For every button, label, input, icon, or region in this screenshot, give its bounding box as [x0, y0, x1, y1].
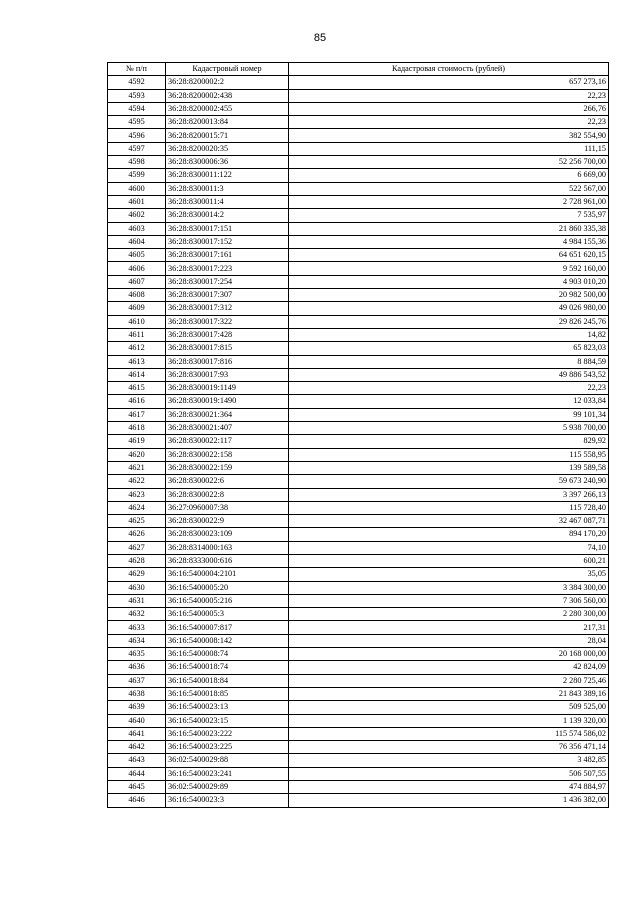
cadastral-number-cell: 36:16:5400023:225 — [166, 741, 289, 754]
table-row — [108, 568, 609, 581]
row-number-cell: 4623 — [108, 488, 166, 501]
row-number-cell: 4599 — [108, 169, 166, 182]
cadastral-number-cell: 36:28:8300022:9 — [166, 515, 289, 528]
row-number-cell: 4607 — [108, 275, 166, 288]
row-number-cell: 4641 — [108, 727, 166, 740]
table-row — [108, 129, 609, 142]
cadastral-value-cell: 59 673 240,90 — [289, 475, 609, 488]
cadastral-number-cell: 36:28:8300017:312 — [166, 302, 289, 315]
cadastral-value-cell: 21 843 389,16 — [289, 687, 609, 700]
row-number-cell: 4616 — [108, 395, 166, 408]
table-row — [108, 382, 609, 395]
cadastral-value-cell: 1 139 320,00 — [289, 714, 609, 727]
table-row — [108, 767, 609, 780]
row-number-cell: 4611 — [108, 328, 166, 341]
table-row — [108, 182, 609, 195]
cadastral-number-cell: 36:28:8300021:364 — [166, 408, 289, 421]
table-row — [108, 541, 609, 554]
cadastral-value-cell: 7 535,97 — [289, 209, 609, 222]
row-number-cell: 4625 — [108, 515, 166, 528]
cadastral-number-cell: 36:02:5400029:89 — [166, 781, 289, 794]
cadastral-value-cell: 49 026 980,00 — [289, 302, 609, 315]
cadastral-value-cell: 22,23 — [289, 116, 609, 129]
table-row — [108, 302, 609, 315]
row-number-cell: 4626 — [108, 528, 166, 541]
row-number-cell: 4613 — [108, 355, 166, 368]
row-number-cell: 4628 — [108, 554, 166, 567]
cadastral-value-cell: 21 860 335,38 — [289, 222, 609, 235]
row-number-cell: 4619 — [108, 435, 166, 448]
row-number-cell: 4639 — [108, 701, 166, 714]
cadastral-value-cell: 28,04 — [289, 634, 609, 647]
cadastral-number-cell: 36:16:5400008:74 — [166, 648, 289, 661]
cadastral-number-cell: 36:28:8300023:109 — [166, 528, 289, 541]
row-number-cell: 4600 — [108, 182, 166, 195]
cadastral-number-cell: 36:16:5400023:13 — [166, 701, 289, 714]
cadastral-number-cell: 36:28:8314000:163 — [166, 541, 289, 554]
row-number-cell: 4609 — [108, 302, 166, 315]
table-row — [108, 528, 609, 541]
table-row — [108, 501, 609, 514]
cadastral-number-cell: 36:28:8300019:1149 — [166, 382, 289, 395]
row-number-cell: 4615 — [108, 382, 166, 395]
table-row — [108, 249, 609, 262]
cadastral-number-cell: 36:28:8300017:815 — [166, 342, 289, 355]
cadastral-value-cell: 9 592 160,00 — [289, 262, 609, 275]
row-number-cell: 4634 — [108, 634, 166, 647]
row-number-cell: 4618 — [108, 422, 166, 435]
table-row — [108, 76, 609, 89]
table-row — [108, 608, 609, 621]
cadastral-value-cell: 20 982 500,00 — [289, 289, 609, 302]
table-row — [108, 634, 609, 647]
row-number-cell: 4597 — [108, 142, 166, 155]
row-number-cell: 4627 — [108, 541, 166, 554]
table-row — [108, 209, 609, 222]
table-row — [108, 754, 609, 767]
table-body — [108, 76, 609, 807]
table-row — [108, 342, 609, 355]
table-row — [108, 408, 609, 421]
cadastral-value-cell: 1 436 382,00 — [289, 794, 609, 807]
header-cadastral-number: Кадастровый номер — [166, 63, 289, 76]
table-row — [108, 674, 609, 687]
table-header-row — [108, 63, 609, 76]
row-number-cell: 4606 — [108, 262, 166, 275]
cadastral-value-cell: 657 273,16 — [289, 76, 609, 89]
cadastral-value-cell: 3 397 266,13 — [289, 488, 609, 501]
table-row — [108, 701, 609, 714]
cadastral-value-cell: 474 884,97 — [289, 781, 609, 794]
cadastral-number-cell: 36:28:8300022:158 — [166, 448, 289, 461]
row-number-cell: 4632 — [108, 608, 166, 621]
cadastral-number-cell: 36:28:8300017:307 — [166, 289, 289, 302]
cadastral-number-cell: 36:28:8300019:1490 — [166, 395, 289, 408]
row-number-cell: 4617 — [108, 408, 166, 421]
cadastral-value-cell: 2 280 725,46 — [289, 674, 609, 687]
table-row — [108, 142, 609, 155]
cadastral-value-cell: 829,92 — [289, 435, 609, 448]
cadastral-number-cell: 36:28:8300017:322 — [166, 315, 289, 328]
cadastral-value-cell: 99 101,34 — [289, 408, 609, 421]
table-row — [108, 275, 609, 288]
cadastral-value-cell: 35,05 — [289, 568, 609, 581]
cadastral-number-cell: 36:16:5400007:817 — [166, 621, 289, 634]
row-number-cell: 4635 — [108, 648, 166, 661]
cadastral-value-cell: 7 306 560,00 — [289, 594, 609, 607]
row-number-cell: 4614 — [108, 368, 166, 381]
cadastral-value-cell: 115 728,40 — [289, 501, 609, 514]
row-number-cell: 4598 — [108, 156, 166, 169]
row-number-cell: 4624 — [108, 501, 166, 514]
header-row-number: № п/п — [108, 63, 166, 76]
table-row — [108, 368, 609, 381]
row-number-cell: 4642 — [108, 741, 166, 754]
table-row — [108, 448, 609, 461]
table-row — [108, 687, 609, 700]
row-number-cell: 4646 — [108, 794, 166, 807]
row-number-cell: 4636 — [108, 661, 166, 674]
cadastral-value-cell: 64 651 620,15 — [289, 249, 609, 262]
cadastral-value-cell: 139 589,58 — [289, 461, 609, 474]
table-row — [108, 169, 609, 182]
table-row — [108, 781, 609, 794]
table-row — [108, 794, 609, 807]
cadastral-number-cell: 36:28:8200002:2 — [166, 76, 289, 89]
cadastral-value-cell: 4 984 155,36 — [289, 235, 609, 248]
table-row — [108, 461, 609, 474]
cadastral-value-cell: 42 824,09 — [289, 661, 609, 674]
cadastral-number-cell: 36:28:8300006:36 — [166, 156, 289, 169]
table-row — [108, 435, 609, 448]
table-row — [108, 475, 609, 488]
cadastral-number-cell: 36:28:8300017:152 — [166, 235, 289, 248]
row-number-cell: 4621 — [108, 461, 166, 474]
cadastral-value-cell: 111,15 — [289, 142, 609, 155]
table-row — [108, 554, 609, 567]
cadastral-number-cell: 36:28:8300021:407 — [166, 422, 289, 435]
row-number-cell: 4605 — [108, 249, 166, 262]
row-number-cell: 4638 — [108, 687, 166, 700]
row-number-cell: 4594 — [108, 102, 166, 115]
cadastral-number-cell: 36:28:8300014:2 — [166, 209, 289, 222]
cadastral-number-cell: 36:16:5400005:3 — [166, 608, 289, 621]
table-row — [108, 156, 609, 169]
cadastral-value-cell: 22,23 — [289, 382, 609, 395]
row-number-cell: 4620 — [108, 448, 166, 461]
table-row — [108, 116, 609, 129]
row-number-cell: 4608 — [108, 289, 166, 302]
cadastral-number-cell: 36:16:5400023:222 — [166, 727, 289, 740]
cadastral-value-cell: 509 525,00 — [289, 701, 609, 714]
page-number: 85 — [313, 32, 327, 44]
cadastral-value-cell: 5 938 700,00 — [289, 422, 609, 435]
cadastral-number-cell: 36:28:8300017:151 — [166, 222, 289, 235]
cadastral-value-cell: 382 554,90 — [289, 129, 609, 142]
cadastral-number-cell: 36:28:8300022:117 — [166, 435, 289, 448]
table-row — [108, 727, 609, 740]
row-number-cell: 4596 — [108, 129, 166, 142]
cadastral-number-cell: 36:16:5400008:142 — [166, 634, 289, 647]
table-row — [108, 355, 609, 368]
row-number-cell: 4640 — [108, 714, 166, 727]
cadastral-number-cell: 36:28:8300017:816 — [166, 355, 289, 368]
row-number-cell: 4602 — [108, 209, 166, 222]
cadastral-value-cell: 22,23 — [289, 89, 609, 102]
cadastral-number-cell: 36:16:5400005:20 — [166, 581, 289, 594]
cadastral-number-cell: 36:28:8300017:428 — [166, 328, 289, 341]
cadastral-value-cell: 266,76 — [289, 102, 609, 115]
cadastral-number-cell: 36:28:8300017:223 — [166, 262, 289, 275]
table-row — [108, 89, 609, 102]
table-row — [108, 195, 609, 208]
cadastral-number-cell: 36:16:5400018:84 — [166, 674, 289, 687]
cadastral-number-cell: 36:28:8300017:161 — [166, 249, 289, 262]
cadastral-value-cell: 3 384 300,00 — [289, 581, 609, 594]
cadastral-number-cell: 36:16:5400005:216 — [166, 594, 289, 607]
cadastral-number-cell: 36:28:8300011:3 — [166, 182, 289, 195]
cadastral-value-cell: 32 467 087,71 — [289, 515, 609, 528]
table-row — [108, 222, 609, 235]
cadastral-number-cell: 36:27:0960007:38 — [166, 501, 289, 514]
cadastral-value-cell: 115 558,95 — [289, 448, 609, 461]
cadastral-number-cell: 36:28:8300017:93 — [166, 368, 289, 381]
table-row — [108, 581, 609, 594]
cadastral-number-cell: 36:16:5400023:15 — [166, 714, 289, 727]
cadastral-number-cell: 36:16:5400018:74 — [166, 661, 289, 674]
cadastral-value-cell: 76 356 471,14 — [289, 741, 609, 754]
cadastral-value-cell: 4 903 010,20 — [289, 275, 609, 288]
cadastral-value-cell: 2 728 961,00 — [289, 195, 609, 208]
cadastral-value-cell: 20 168 000,00 — [289, 648, 609, 661]
cadastral-value-cell: 3 482,85 — [289, 754, 609, 767]
table-row — [108, 741, 609, 754]
cadastral-value-cell: 29 826 245,76 — [289, 315, 609, 328]
table-row — [108, 262, 609, 275]
cadastral-value-cell: 115 574 586,02 — [289, 727, 609, 740]
cadastral-number-cell: 36:16:5400004:2101 — [166, 568, 289, 581]
table-row — [108, 289, 609, 302]
table-row — [108, 315, 609, 328]
table-row — [108, 515, 609, 528]
cadastral-value-cell: 8 884,59 — [289, 355, 609, 368]
cadastral-number-cell: 36:28:8200002:455 — [166, 102, 289, 115]
table-row — [108, 621, 609, 634]
cadastre-table — [107, 62, 609, 808]
row-number-cell: 4629 — [108, 568, 166, 581]
cadastral-number-cell: 36:28:8300011:122 — [166, 169, 289, 182]
cadastral-number-cell: 36:28:8300017:254 — [166, 275, 289, 288]
cadastral-value-cell: 506 507,55 — [289, 767, 609, 780]
table-row — [108, 422, 609, 435]
row-number-cell: 4604 — [108, 235, 166, 248]
cadastral-value-cell: 74,10 — [289, 541, 609, 554]
cadastral-number-cell: 36:28:8300022:6 — [166, 475, 289, 488]
cadastral-number-cell: 36:28:8333000:616 — [166, 554, 289, 567]
cadastral-value-cell: 49 886 543,52 — [289, 368, 609, 381]
cadastral-value-cell: 14,82 — [289, 328, 609, 341]
row-number-cell: 4612 — [108, 342, 166, 355]
cadastral-value-cell: 894 170,20 — [289, 528, 609, 541]
cadastral-value-cell: 522 567,00 — [289, 182, 609, 195]
cadastral-value-cell: 52 256 700,00 — [289, 156, 609, 169]
row-number-cell: 4644 — [108, 767, 166, 780]
cadastral-number-cell: 36:28:8300022:159 — [166, 461, 289, 474]
table-row — [108, 395, 609, 408]
cadastral-number-cell: 36:16:5400023:241 — [166, 767, 289, 780]
header-cadastral-value: Кадастровая стоимость (рублей) — [289, 63, 609, 76]
cadastral-value-cell: 65 823,03 — [289, 342, 609, 355]
row-number-cell: 4601 — [108, 195, 166, 208]
table-row — [108, 488, 609, 501]
cadastral-number-cell: 36:28:8300011:4 — [166, 195, 289, 208]
table-row — [108, 714, 609, 727]
table-row — [108, 661, 609, 674]
row-number-cell: 4631 — [108, 594, 166, 607]
table-row — [108, 235, 609, 248]
cadastral-number-cell: 36:28:8200020:35 — [166, 142, 289, 155]
cadastral-number-cell: 36:28:8200013:84 — [166, 116, 289, 129]
cadastral-value-cell: 600,21 — [289, 554, 609, 567]
table-row — [108, 102, 609, 115]
cadastral-value-cell: 12 033,84 — [289, 395, 609, 408]
row-number-cell: 4603 — [108, 222, 166, 235]
row-number-cell: 4622 — [108, 475, 166, 488]
row-number-cell: 4633 — [108, 621, 166, 634]
row-number-cell: 4643 — [108, 754, 166, 767]
row-number-cell: 4637 — [108, 674, 166, 687]
row-number-cell: 4645 — [108, 781, 166, 794]
row-number-cell: 4630 — [108, 581, 166, 594]
row-number-cell: 4592 — [108, 76, 166, 89]
row-number-cell: 4610 — [108, 315, 166, 328]
cadastral-number-cell: 36:16:5400023:3 — [166, 794, 289, 807]
cadastral-number-cell: 36:28:8200015:71 — [166, 129, 289, 142]
row-number-cell: 4593 — [108, 89, 166, 102]
row-number-cell: 4595 — [108, 116, 166, 129]
cadastral-value-cell: 6 669,00 — [289, 169, 609, 182]
cadastral-value-cell: 217,31 — [289, 621, 609, 634]
cadastral-value-cell: 2 280 300,00 — [289, 608, 609, 621]
table-row — [108, 328, 609, 341]
cadastral-number-cell: 36:16:5400018:85 — [166, 687, 289, 700]
cadastral-number-cell: 36:28:8300022:8 — [166, 488, 289, 501]
cadastral-number-cell: 36:02:5400029:88 — [166, 754, 289, 767]
cadastral-number-cell: 36:28:8200002:438 — [166, 89, 289, 102]
table-row — [108, 648, 609, 661]
table-row — [108, 594, 609, 607]
